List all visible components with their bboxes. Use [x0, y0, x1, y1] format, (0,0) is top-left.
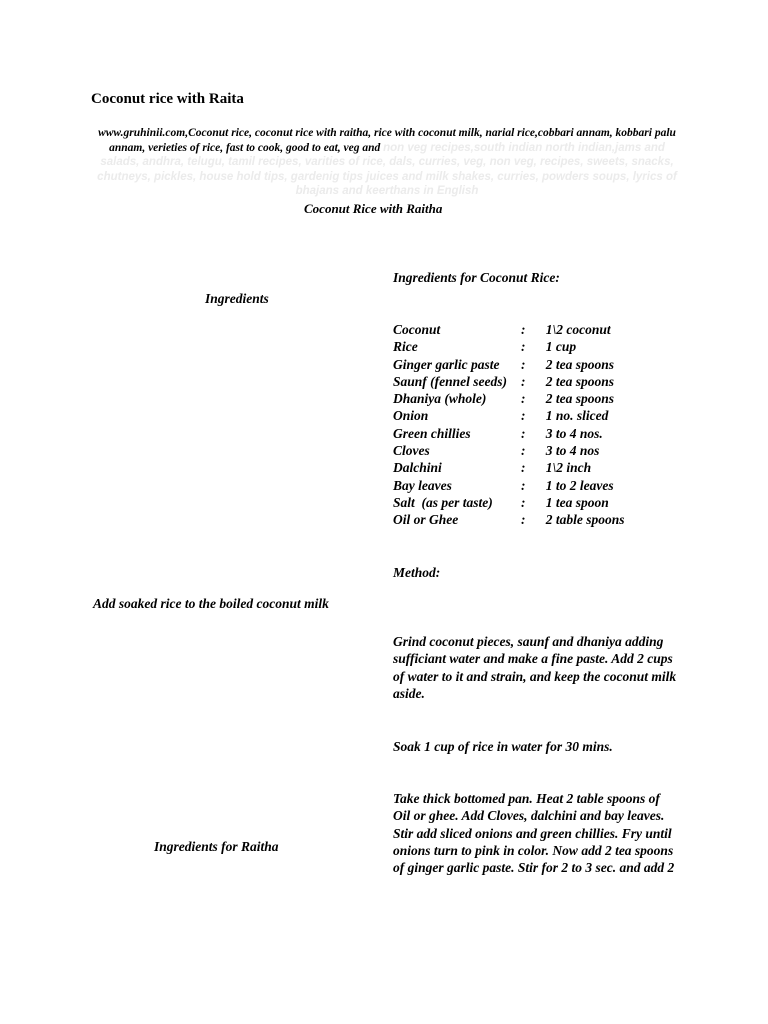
coconut-rice-ingredients-heading: Ingredients for Coconut Rice:	[393, 270, 560, 285]
ingredient-separator: :	[521, 443, 539, 459]
ingredient-name: Coconut	[393, 322, 441, 337]
ingredient-name: Bay leaves	[393, 477, 452, 493]
ingredient-quantity: 1 to 2 leaves	[545, 477, 614, 493]
ingredient-name: Oil or Ghee	[393, 512, 459, 528]
ingredient-name: Onion	[393, 408, 429, 424]
ingredient-name: Rice	[393, 339, 418, 355]
ingredient-quantity: 1 cup	[545, 339, 577, 355]
ingredient-separator: :	[521, 373, 543, 389]
ingredient-quantity: 2 table spoons	[545, 512, 625, 528]
ingredient-row	[393, 460, 625, 477]
ingredient-name: Cloves	[393, 443, 430, 459]
ingredient-separator: :	[521, 477, 543, 493]
keywords-visible: www.gruhinii.com,Coconut rice, coconut rice with raitha, rice with coconut milk, narial rice,cobbari annam, kobbari palu annam, verieties of rice, fast to cook, good to eat, veg and	[98, 127, 676, 154]
ingredient-quantity: 3 to 4 nos	[545, 443, 600, 459]
ingredient-row	[393, 443, 625, 460]
ingredient-quantity: 1\2 inch	[545, 460, 592, 476]
ingredient-quantity: 2 tea spoons	[545, 391, 615, 407]
ingredient-separator: :	[521, 356, 543, 372]
ingredient-row	[393, 322, 625, 339]
method-heading: Method:	[393, 565, 441, 580]
ingredient-name: Ginger garlic paste	[393, 356, 500, 372]
ingredient-row	[393, 391, 625, 408]
ingredient-row	[393, 408, 625, 425]
ingredient-separator: :	[521, 460, 543, 476]
ingredient-separator: :	[521, 408, 539, 424]
ingredient-row	[393, 478, 625, 495]
raitha-ingredients-label: Ingredients for Raitha	[154, 839, 279, 854]
ingredient-name: Green chillies	[393, 425, 471, 441]
ingredient-quantity: 3 to 4 nos.	[545, 425, 603, 441]
ingredient-quantity: 1 tea spoon	[545, 494, 609, 510]
ingredient-separator: :	[521, 322, 543, 337]
ingredient-separator: :	[521, 512, 546, 528]
ingredient-quantity: 2 tea spoons	[545, 356, 615, 372]
ingredient-row	[393, 357, 625, 374]
ingredient-quantity: 1 no. sliced	[545, 408, 609, 424]
method-step-soak: Soak 1 cup of rice in water for 30 mins.	[393, 739, 613, 754]
ingredient-row	[393, 339, 625, 356]
ingredient-separator: :	[521, 339, 543, 355]
method-step-fry: Take thick bottomed pan. Heat 2 table spoons of Oil or ghee. Add Cloves, dalchini and bay leaves. Stir add sliced onions and green chillies. Fry until onions turn to pink in color. Now add 2 tea spoons of ginger garlic paste. Stir for 2 to 3 sec. and add 2	[393, 791, 675, 876]
ingredient-name: Salt (as per taste)	[393, 494, 493, 510]
ingredient-quantity: 2 tea spoons	[545, 373, 615, 389]
keywords-text	[92, 126, 682, 199]
ingredient-separator: :	[521, 425, 543, 441]
ingredients-label: Ingredients	[205, 291, 269, 306]
ingredient-separator: :	[521, 494, 543, 510]
ingredient-row	[393, 426, 625, 443]
ingredient-row	[393, 374, 625, 391]
ingredient-name: Dhaniya (whole)	[393, 391, 487, 407]
method-step-grind: Grind coconut pieces, saunf and dhaniya adding sufficiant water and make a fine paste. Add 2 cups of water to it and strain, and keep the coconut milk aside.	[393, 634, 677, 701]
ingredient-row	[393, 495, 625, 512]
ingredient-separator: :	[521, 391, 543, 407]
document-title: Coconut rice with Raita	[91, 91, 244, 107]
ingredient-name: Saunf (fennel seeds)	[393, 373, 507, 389]
ingredient-row	[393, 512, 625, 529]
recipe-subtitle: Coconut Rice with Raitha	[304, 201, 443, 216]
add-rice-note: Add soaked rice to the boiled coconut milk	[93, 596, 329, 611]
ingredients-table	[393, 322, 625, 530]
ingredient-quantity: 1\2 coconut	[545, 322, 611, 337]
ingredient-name: Dalchini	[393, 460, 442, 476]
keywords-faint: non veg recipes,south indian north indian,jams and salads, andhra, telugu, tamil recipes, varities of rice, dals, curries, veg, non veg, recipes, sweets, snacks, chutneys, pickles, house hold tips, gardenig tips juices and milk shakes, curries, powders soups, lyrics of bhajans and keerthans in English	[97, 141, 677, 197]
